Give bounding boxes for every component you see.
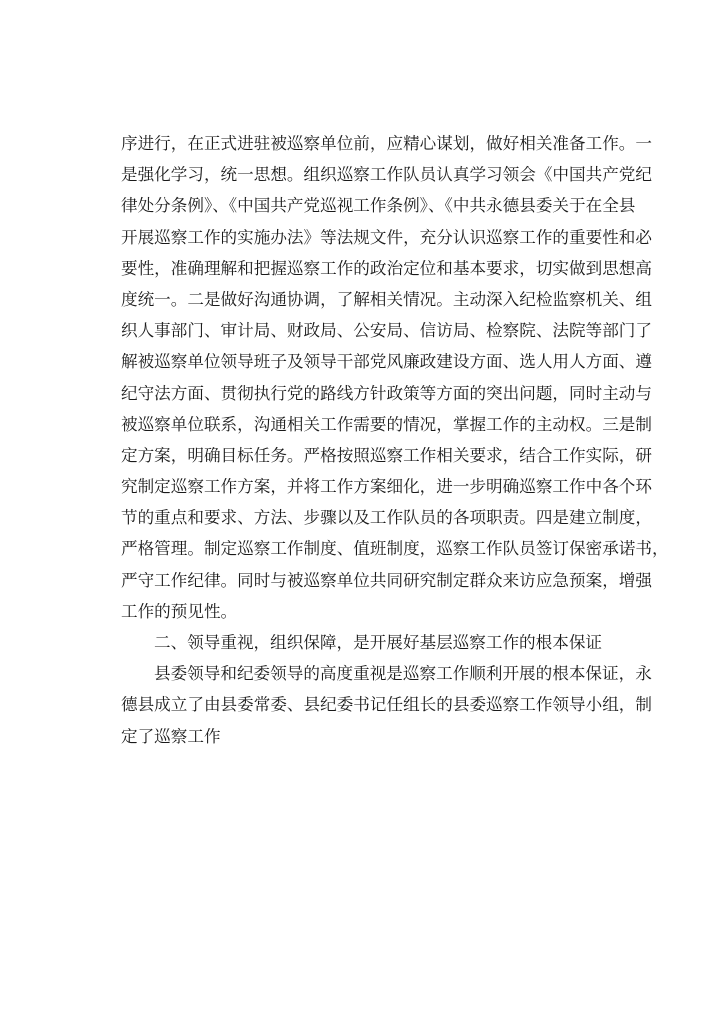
paragraph-1-line: 被巡察单位联系，沟通相关工作需要的情况，掌握工作的主动权。三是制 bbox=[121, 414, 652, 434]
paragraph-1-line: 解被巡察单位领导班子及领导干部党风廉政建设方面、选人用人方面、遵 bbox=[121, 352, 652, 372]
paragraph-1-line: 律处分条例》、《中国共产党巡视工作条例》、《中共永德县委关于在全县 bbox=[121, 196, 636, 216]
paragraph-2-line: 县委领导和纪委领导的高度重视是巡察工作顺利开展的根本保证，永 bbox=[154, 664, 652, 684]
paragraph-1-line: 严守工作纪律。同时与被巡察单位共同研究制定群众来访应急预案，增强 bbox=[121, 570, 652, 590]
paragraph-1-line: 工作的预见性。 bbox=[121, 601, 238, 621]
paragraph-1-line: 纪守法方面、贯彻执行党的路线方针政策等方面的突出问题，同时主动与 bbox=[121, 383, 652, 403]
paragraph-1-line: 开展巡察工作的实施办法》等法规文件，充分认识巡察工作的重要性和必 bbox=[121, 227, 652, 247]
paragraph-1-line: 是强化学习，统一思想。组织巡察工作队员认真学习领会《中国共产党纪 bbox=[121, 165, 652, 185]
paragraph-1-line: 究制定巡察工作方案，并将工作方案细化，进一步明确巡察工作中各个环 bbox=[121, 477, 652, 497]
paragraph-2-line: 德县成立了由县委常委、县纪委书记任组长的县委巡察工作领导小组，制 bbox=[121, 695, 652, 715]
paragraph-1-line: 要性，准确理解和把握巡察工作的政治定位和基本要求，切实做到思想高 bbox=[121, 258, 652, 278]
paragraph-1-line: 序进行，在正式进驻被巡察单位前，应精心谋划，做好相关准备工作。一 bbox=[121, 134, 652, 153]
paragraph-1-line: 织人事部门、审计局、财政局、公安局、信访局、检察院、法院等部门了 bbox=[121, 321, 652, 341]
paragraph-2-line: 定了巡察工作 bbox=[121, 726, 221, 746]
paragraph-1-line: 定方案，明确目标任务。严格按照巡察工作相关要求，结合工作实际，研 bbox=[121, 445, 652, 465]
document-body bbox=[121, 128, 669, 752]
section-heading: 二、领导重视，组织保障，是开展好基层巡察工作的根本保证 bbox=[154, 633, 603, 652]
paragraph-1-line: 严格管理。制定巡察工作制度、值班制度，巡察工作队员签订保密承诺书， bbox=[121, 539, 669, 559]
paragraph-1-line: 度统一。二是做好沟通协调，了解相关情况。主动深入纪检监察机关、组 bbox=[121, 289, 652, 309]
paragraph-1-line: 节的重点和要求、方法、步骤以及工作队员的各项职责。四是建立制度， bbox=[121, 508, 652, 528]
